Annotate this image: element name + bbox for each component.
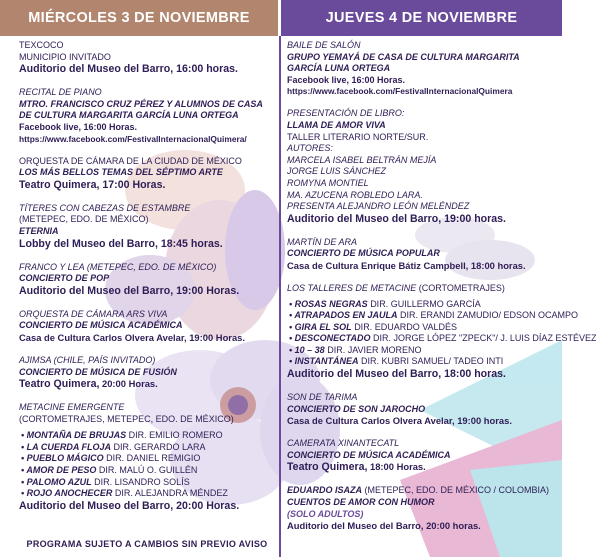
event-venue: Lobby del Museo del Barro, 18:45 horas. (19, 237, 223, 250)
author-name: MA. AZUCENA ROBLEDO LARA. (287, 189, 423, 200)
event-eduardo-isaza (287, 485, 555, 532)
event-title-text: EDUARDO ISAZA (287, 485, 363, 496)
film-director: DIR. JORGE LÓPEZ "ZPECK"/ J. LUIS DÍAZ ESTÉVEZ (373, 333, 596, 344)
event-venue-time: 18:00 Horas. (369, 461, 426, 473)
event-venue: Auditorio del Museo del Barro, 16:00 horas. (19, 63, 238, 76)
film-title: • INSTANTÁNEA (289, 356, 359, 367)
event-subtitle: LOS MÁS BELLOS TEMAS DEL SÉPTIMO ARTE (19, 167, 223, 178)
list-item (19, 453, 275, 465)
list-item (19, 430, 275, 442)
event-ajimsa (19, 355, 275, 391)
film-director: DIR. LISANDRO SOLÍS (94, 476, 190, 487)
event-subtitle: CUENTOS DE AMOR CON HUMOR (287, 497, 435, 508)
event-titeres (19, 203, 275, 251)
film-director: DIR. DANIEL REMIGIO (106, 453, 201, 464)
audience-note: (SOLO ADULTOS) (287, 508, 364, 519)
event-subtitle: CONCIERTO DE MÚSICA DE FUSIÓN (19, 366, 177, 377)
list-item (287, 322, 555, 334)
event-title-note: (CORTOMETRAJES) (418, 282, 505, 293)
event-martin-de-ara (287, 237, 555, 272)
event-title: RECITAL DE PIANO (19, 87, 102, 98)
event-presentacion-libro (287, 108, 555, 225)
event-title (287, 485, 555, 497)
event-camerata (287, 438, 555, 474)
film-title: • ROJO ANOCHECER (21, 488, 113, 499)
film-director: DIR. GERARDO LARA (113, 441, 206, 452)
event-title: AJIMSA (CHILE, PAÍS INVITADO) (19, 354, 156, 365)
event-texcoco (19, 40, 275, 76)
column-divider (279, 36, 281, 557)
event-subtitle-2: GARCÍA LUNA ORTEGA (287, 63, 391, 74)
event-title-text: LOS TALLERES DE METACINE (287, 282, 417, 293)
day-header-wednesday (0, 0, 278, 36)
event-orquesta-cdmx (19, 156, 275, 192)
film-title: • PALOMO AZUL (21, 476, 92, 487)
day-header-thursday (281, 0, 562, 36)
event-subtitle: CONCIERTO DE MÚSICA POPULAR (287, 248, 440, 259)
event-franco-lea (19, 262, 275, 298)
event-stream: Facebook live, 16:00 Horas. (287, 74, 406, 85)
list-item (287, 345, 555, 357)
event-venue-name: Teatro Quimera, (287, 461, 368, 474)
list-item (287, 299, 555, 311)
film-director: DIR. MALÚ O. GUILLÉN (98, 465, 198, 476)
film-director: DIR. GUILLERMO GARCÍA (370, 298, 481, 309)
event-subtitle-2: DE CULTURA MARGARITA GARCÍA LUNA ORTEGA (19, 110, 239, 121)
event-title: BAILE DE SALÓN (287, 40, 361, 50)
event-title: PRESENTACIÓN DE LIBRO: (287, 108, 405, 119)
list-item (287, 310, 579, 322)
wednesday-program (19, 40, 275, 524)
list-item (19, 477, 275, 489)
author-name: JORGE LUIS SÁNCHEZ (287, 166, 387, 177)
event-venue: Auditorio del Museo del Barro, 20:00 Horas. (19, 499, 240, 512)
film-title: • 10 – 38 (289, 344, 325, 355)
film-title: • MONTAÑA DE BRUJAS (21, 430, 127, 441)
event-title: TÍTERES CON CABEZAS DE ESTAMBRE (19, 202, 191, 213)
film-title: • AMOR DE PESO (21, 465, 97, 476)
thursday-program (287, 40, 596, 543)
event-title: FRANCO Y LEA (METEPEC, EDO. DE MÉXICO) (19, 261, 217, 272)
list-item (19, 465, 275, 477)
event-title: SON DE TARIMA (287, 392, 358, 403)
program-disclaimer: PROGRAMA SUJETO A CAMBIOS SIN PREVIO AVISO (26, 539, 268, 549)
list-item (19, 442, 275, 454)
event-subtitle: MUNICIPIO INVITADO (19, 51, 111, 62)
event-subtitle: CONCIERTO DE MÚSICA ACADÉMICA (19, 320, 183, 331)
film-director: DIR. ERANDI ZAMUDIO/ EDSON OCAMPO (400, 310, 579, 321)
author-name: MARCELA ISABEL BELTRÁN MEJÍA (287, 154, 437, 165)
author-name: ROMYNA MONTIEL (287, 177, 369, 188)
event-subtitle: GRUPO YEMAYÁ DE CASA DE CULTURA MARGARITA (287, 51, 520, 62)
film-title: • DESCONECTADO (289, 333, 371, 344)
day-header-thursday-label: JUEVES 4 DE NOVIEMBRE (325, 10, 518, 26)
event-venue: Auditorio del Museo del Barro, 19:00 horas. (287, 212, 506, 225)
event-venue (19, 378, 275, 391)
event-title: CAMERATA XINANTECATL (287, 438, 400, 449)
event-baile-salon (287, 40, 555, 97)
list-item (287, 333, 596, 345)
film-director: DIR. ALEJANDRA MÉNDEZ (114, 488, 228, 499)
event-venue: Teatro Quimera, 17:00 Horas. (19, 178, 166, 191)
event-subtitle: MTRO. FRANCISCO CRUZ PÉREZ Y ALUMNOS DE CASA (19, 98, 263, 109)
event-venue (287, 461, 555, 474)
event-subtitle: CONCIERTO DE POP (19, 273, 110, 284)
event-title: METACINE EMERGENTE (19, 402, 125, 413)
film-director: DIR. KUBRI SAMUEL/ TADEO INTI (361, 356, 504, 367)
event-venue-time: 20:00 Horas. (101, 378, 158, 390)
film-director: DIR. JAVIER MORENO (327, 344, 422, 355)
event-venue: Casa de Cultura Carlos Olvera Avelar, 19:00 Horas. (19, 331, 245, 343)
event-recital-piano (19, 87, 275, 144)
film-director: DIR. EMILIO ROMERO (128, 430, 223, 441)
event-stream: Facebook live, 16:00 Horas. (19, 121, 138, 132)
event-venue-name: Teatro Quimera, (19, 378, 100, 391)
event-venue: Casa de Cultura Carlos Olvera Avelar, 19:00 horas. (287, 415, 512, 427)
event-venue: Casa de Cultura Enrique Bátiz Campbell, 18:00 horas. (287, 259, 526, 271)
event-title-note: (METEPEC, EDO. DE MÉXICO / COLOMBIA) (364, 485, 550, 496)
authors-label: AUTORES: (287, 143, 333, 154)
film-director: DIR. EDUARDO VALDÉS (354, 321, 458, 332)
event-title: ORQUESTA DE CÁMARA ARS VIVA (19, 308, 168, 319)
event-venue: Auditorio del Museo del Barro, 20:00 horas. (287, 520, 481, 532)
list-item (19, 488, 275, 500)
event-url-link[interactable]: https://www.facebook.com/FestivalInternacionalQuimera (287, 86, 513, 97)
event-origin: (METEPEC, EDO. DE MÉXICO) (19, 214, 149, 225)
event-son-de-tarima (287, 392, 555, 427)
event-ars-viva (19, 309, 275, 344)
film-title: • ATRAPADOS EN JAULA (289, 310, 398, 321)
book-workshop: TALLER LITERARIO NORTE/SUR. (287, 131, 429, 142)
film-title: • ROSAS NEGRAS (289, 298, 368, 309)
list-item (287, 356, 555, 368)
event-metacine-emergente (19, 402, 275, 513)
event-subtitle: (CORTOMETRAJES, METEPEC, EDO. DE MÉXICO) (19, 413, 234, 424)
event-title: TEXCOCO (19, 40, 64, 50)
event-url-link[interactable]: https://www.facebook.com/FestivalInternacionalQuimera/ (19, 133, 247, 144)
event-title (287, 283, 555, 295)
event-title: ORQUESTA DE CÁMARA DE LA CIUDAD DE MÉXICO (19, 155, 242, 166)
event-venue: Auditorio del Museo del Barro, 19:00 Horas. (19, 284, 240, 297)
presenter: PRESENTA ALEJANDRO LEÓN MELÉNDEZ (287, 201, 470, 212)
day-header-wednesday-label: MIÉRCOLES 3 DE NOVIEMBRE (28, 10, 250, 26)
event-talleres-metacine (287, 282, 596, 381)
book-title: LLAMA DE AMOR VIVA (287, 119, 386, 130)
event-subtitle: CONCIERTO DE MÚSICA ACADÉMICA (287, 449, 451, 460)
event-subtitle: ETERNIA (19, 225, 59, 236)
film-title: • LA CUERDA FLOJA (21, 441, 111, 452)
event-title: MARTÍN DE ARA (287, 236, 358, 247)
event-venue: Auditorio del Museo del Barro, 18:00 horas. (287, 368, 506, 381)
film-title: • GIRA EL SOL (289, 321, 352, 332)
film-title: • PUEBLO MÁGICO (21, 453, 104, 464)
event-subtitle: CONCIERTO DE SON JAROCHO (287, 403, 426, 414)
